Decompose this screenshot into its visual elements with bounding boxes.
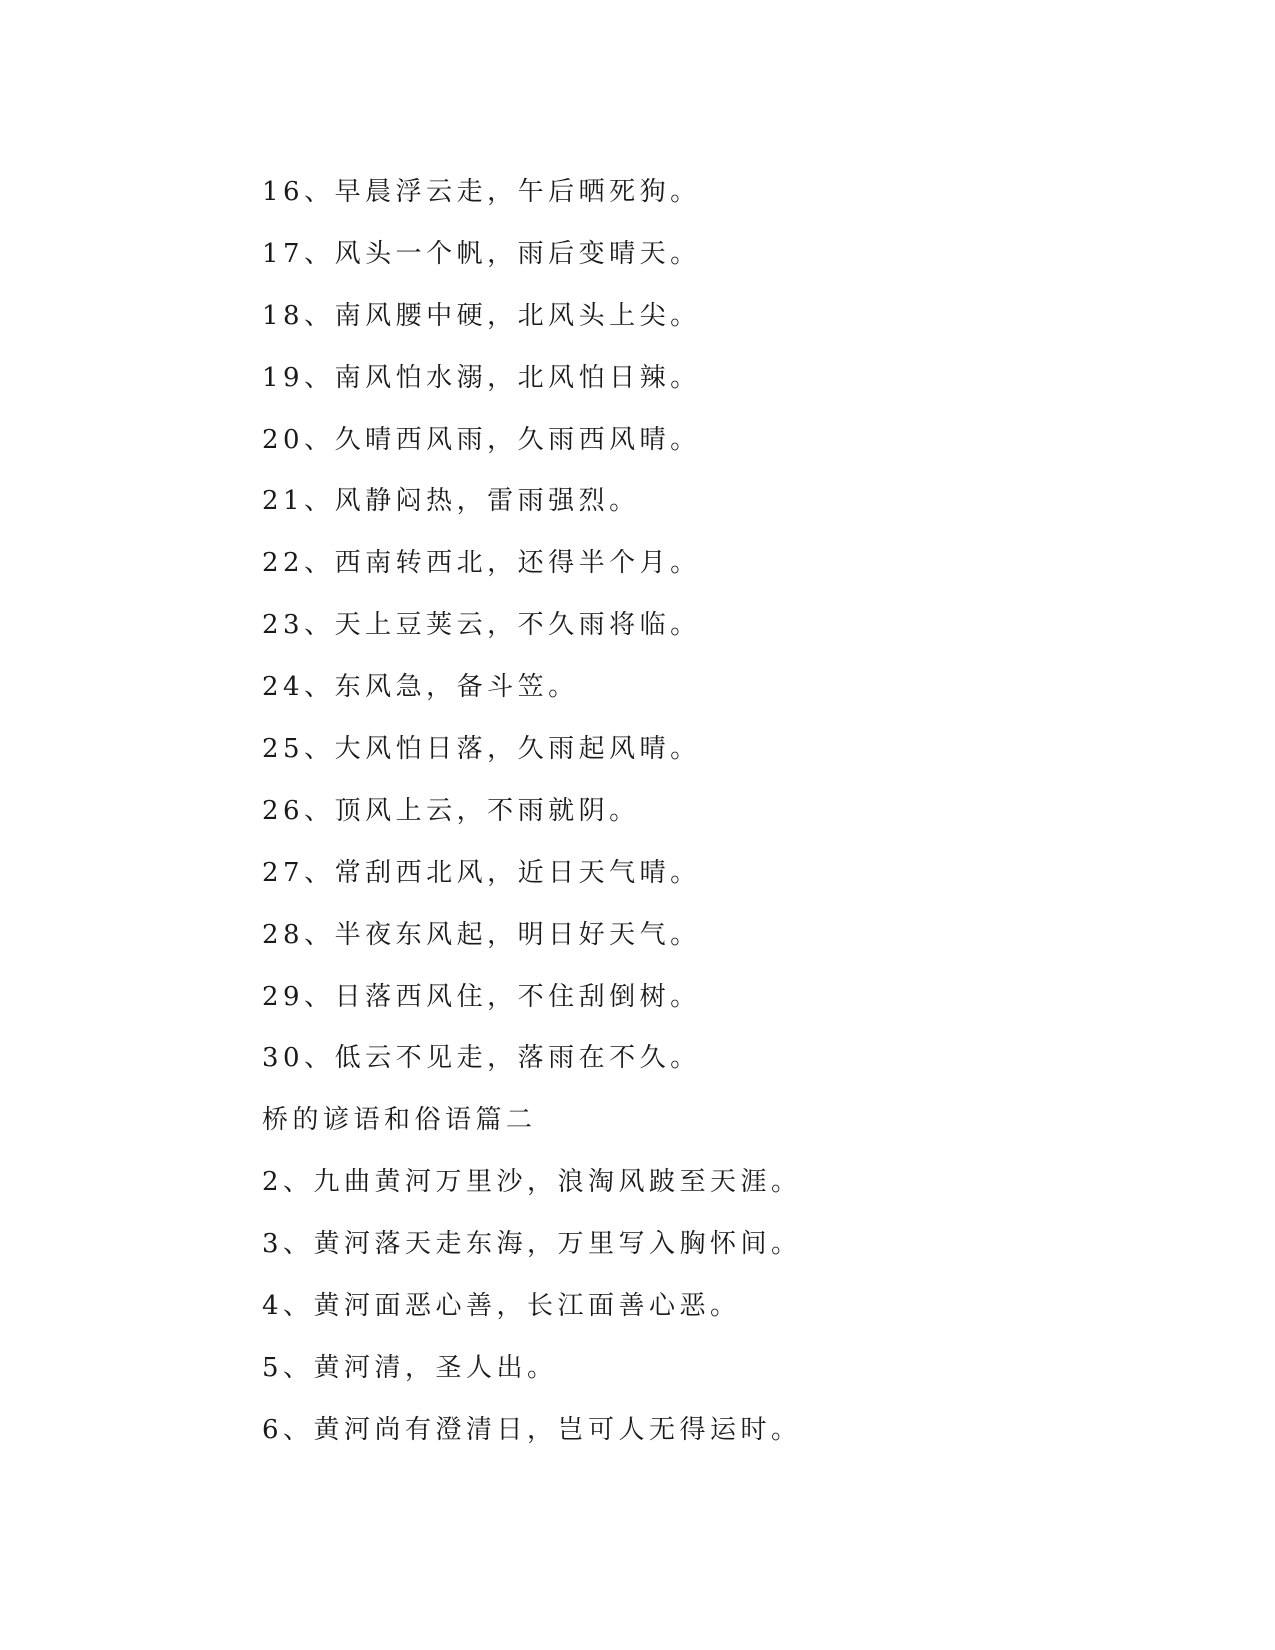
proverb-line-24: 24、东风急，备斗笠。: [262, 672, 579, 703]
document-body: [262, 162, 1162, 1462]
proverb-line-18: 18、南风腰中硬，北风头上尖。: [262, 300, 701, 331]
proverb-line-3: 3、黄河落天走东海，万里写入胸怀间。: [262, 1229, 802, 1260]
proverb-line-4: 4、黄河面恶心善，长江面善心恶。: [262, 1291, 741, 1322]
proverb-line-2: 2、九曲黄河万里沙，浪淘风跛至天涯。: [262, 1167, 802, 1198]
proverb-line-17: 17、风头一个帆，雨后变晴天。: [262, 238, 701, 269]
proverb-line-29: 29、日落西风住，不住刮倒树。: [262, 981, 701, 1012]
proverb-line-22: 22、西南转西北，还得半个月。: [262, 548, 701, 579]
proverb-line-6: 6、黄河尚有澄清日，岂可人无得运时。: [262, 1414, 802, 1445]
proverb-line-5: 5、黄河清，圣人出。: [262, 1352, 558, 1383]
proverb-line-19: 19、南风怕水溺，北风怕日辣。: [262, 362, 701, 393]
section-heading: 桥的谚语和俗语篇二: [262, 1105, 537, 1136]
proverb-line-26: 26、顶风上云，不雨就阴。: [262, 795, 640, 826]
proverb-line-16: 16、早晨浮云走，午后晒死狗。: [262, 177, 701, 207]
proverb-line-20: 20、久晴西风雨，久雨西风晴。: [262, 424, 701, 455]
proverb-line-23: 23、天上豆荚云，不久雨将临。: [262, 610, 701, 641]
proverb-line-25: 25、大风怕日落，久雨起风晴。: [262, 734, 701, 765]
proverb-line-27: 27、常刮西北风，近日天气晴。: [262, 857, 701, 888]
proverb-line-28: 28、半夜东风起，明日好天气。: [262, 919, 701, 950]
proverb-line-30: 30、低云不见走，落雨在不久。: [262, 1043, 701, 1074]
proverb-line-21: 21、风静闷热，雷雨强烈。: [262, 486, 640, 517]
